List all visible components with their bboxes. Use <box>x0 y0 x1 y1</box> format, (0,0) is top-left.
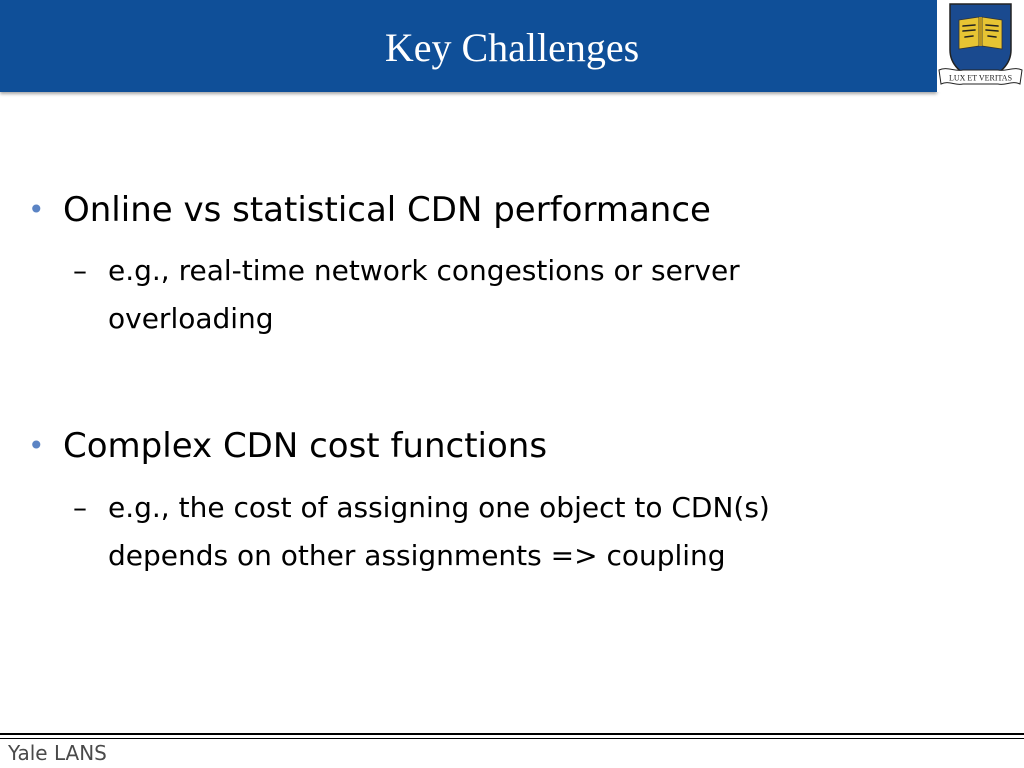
slide-title: Key Challenges <box>384 25 640 70</box>
footer-divider <box>0 733 1024 741</box>
bullet-text: Online vs statistical CDN performance <box>63 190 711 230</box>
bullet-text: Complex CDN cost functions <box>63 426 548 466</box>
dash-marker: – <box>73 491 87 524</box>
motto-text: LUX ET VERITAS <box>948 73 1013 83</box>
bullet-marker: • <box>28 193 45 226</box>
bullet-marker: • <box>28 429 45 462</box>
footer-label: Yale LANS <box>8 741 107 765</box>
footer-line-thick <box>0 733 1024 735</box>
footer-line-thin <box>0 738 1024 739</box>
sub-bullet-text: e.g., the cost of assigning one object to CDN(s) depends on other assignments => coupling <box>108 491 770 572</box>
sub-bullet-text: e.g., real-time network congestions or server overloading <box>108 254 740 335</box>
dash-marker: – <box>73 254 87 287</box>
